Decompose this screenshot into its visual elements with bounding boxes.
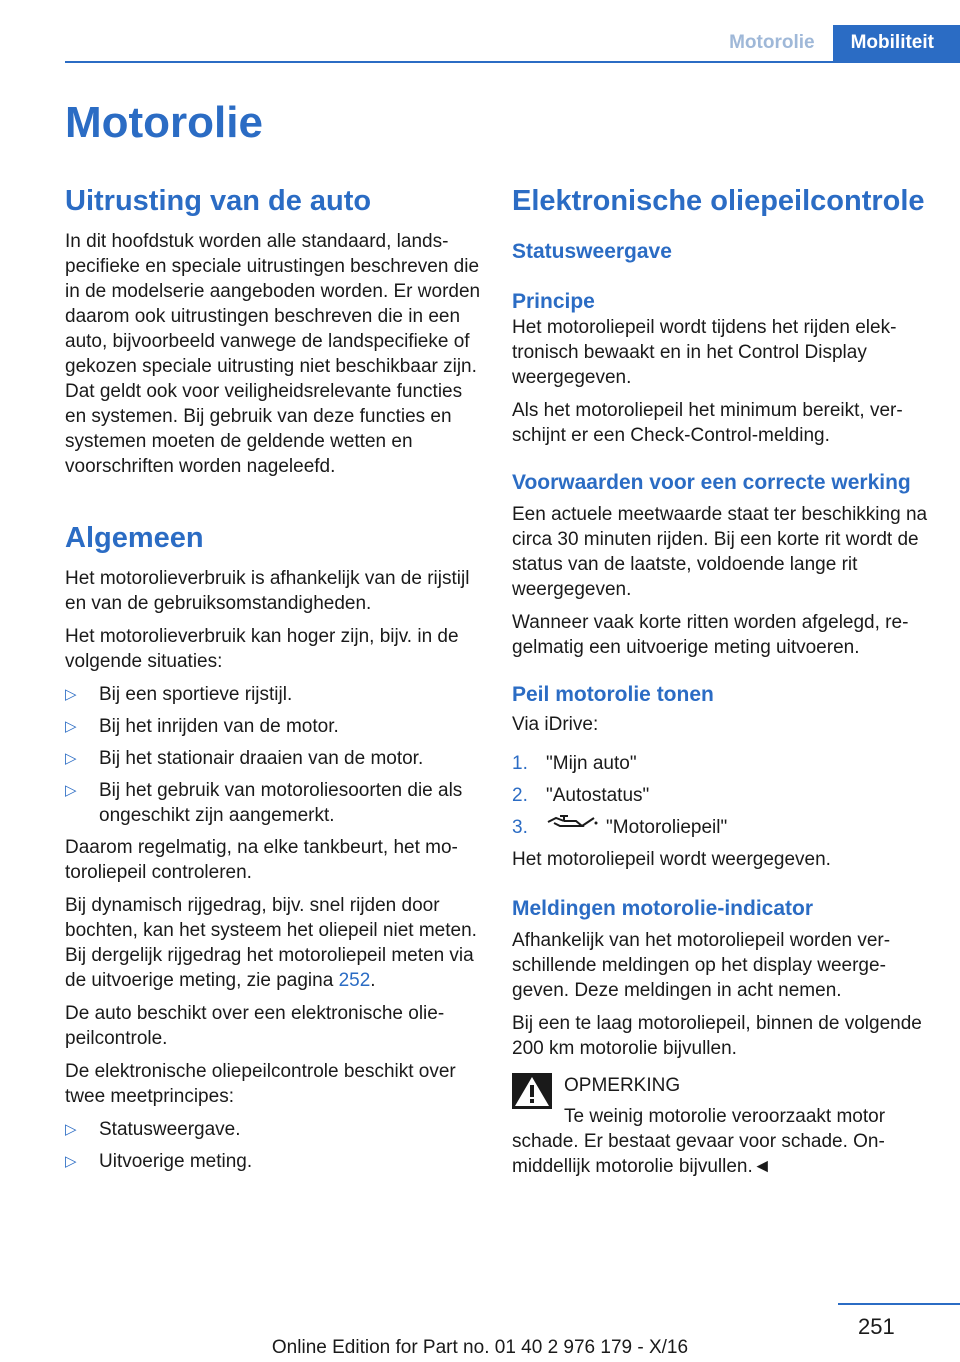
list-item: ▷ Uitvoerige meting. [65, 1151, 253, 1172]
heading-peil-tonen: Peil motorolie tonen [512, 683, 714, 706]
paragraph-principe: Het motoroliepeil wordt tijdens het rijden elektronisch bewaakt en in het Control Display weergegeven. [512, 317, 897, 388]
situations-list [65, 682, 483, 828]
paragraph-meetprincipes: De elektronische oliepeilcontrole beschikt over twee meetprincipes: [65, 1061, 456, 1107]
heading-meldingen: Meldingen motorolie-indicator [512, 897, 814, 920]
paragraph-uitrusting: In dit hoofdstuk worden alle standaard, landspecifieke en speciale uitrustingen beschreven die in de modelserie aangeboden worden. Er worden daarom ook uitrustingen beschreven die in een auto, bijvoorbeeld vanwege de landspecifieke of gekozen speciale uitrusting niet beschikbaar zijn. Dat geldt ook voor veiligheidsrelevante functies en systemen. Bij gebruik van deze functies en systemen moeten de geldende wetten en voorschriften worden nageleefd. [65, 231, 481, 477]
header-tabs [711, 25, 960, 61]
paragraph-weergegeven: Het motoroliepeil wordt weergegeven. [512, 849, 831, 870]
footer-edition: Online Edition for Part no. 01 40 2 976 179 - X/16 [271, 1337, 689, 1358]
left-column [65, 186, 483, 1181]
heading-uitrusting: Uitrusting van de auto [65, 185, 372, 217]
list-item: ▷ Bij het inrijden van de motor. [65, 716, 339, 737]
triangle-bullet-icon: ▷ [65, 782, 77, 799]
triangle-bullet-icon: ▷ [65, 718, 77, 735]
paragraph-meldingen: Afhankelijk van het motoroliepeil worden verschillende meldingen op het display weergegeven. Deze meldingen in acht nemen. [512, 930, 891, 1001]
paragraph-korte-ritten: Wanneer vaak korte ritten worden afgelegd, regelmatig een uitvoerige meting uitvoeren. [512, 612, 909, 658]
list-item: ▷ Bij het stationair draaien van de motor. [65, 748, 424, 769]
tab-mobiliteit[interactable]: Mobiliteit [833, 25, 960, 61]
warning-box [512, 1073, 932, 1179]
paragraph-idrive: Via iDrive: [512, 714, 599, 735]
list-item: ▷ Statusweergave. [65, 1119, 241, 1140]
paragraph-meetwaarde: Een actuele meetwaarde staat ter beschikking na circa 30 minuten rijden. Bij een korte rit wordt de status van de laatste, voldoende lange rit weergegeven. [512, 504, 928, 600]
header-rule [65, 61, 960, 63]
paragraph-elektronisch: De auto beschikt over een elektronische oliepeilcontrole. [65, 1003, 445, 1049]
list-item: ▷ Bij een sportieve rijstijl. [65, 684, 293, 705]
paragraph-dynamisch: Bij dynamisch rijgedrag, bijv. snel rijden door bochten, kan het systeem het oliepeil niet meten. Bij dergelijk rijgedrag het motoroliepeil meten via de uitvoerige meting, zie pagina 252. [65, 895, 477, 991]
warning-line1: Te weinig motorolie veroorzaakt motor [564, 1106, 886, 1127]
warning-triangle-icon [512, 1073, 552, 1107]
idrive-steps [512, 751, 932, 840]
paragraph-situaties: Het motorolieverbruik kan hoger zijn, bijv. in de volgende situaties: [65, 626, 459, 672]
heading-algemeen: Algemeen [65, 522, 204, 554]
warning-title: OPMERKING [564, 1075, 681, 1096]
list-item: ▷ Bij het gebruik van motoroliesoorten die als ongeschikt zijn aangemerkt. [65, 780, 463, 826]
tab-motorolie[interactable]: Motorolie [711, 25, 833, 61]
page-number: 251 [858, 1314, 895, 1339]
oil-can-icon [546, 812, 598, 839]
paragraph-controleren: Daarom regelmatig, na elke tankbeurt, het motoroliepeil controleren. [65, 837, 458, 883]
triangle-bullet-icon: ▷ [65, 686, 77, 703]
page-link-252[interactable]: 252 [338, 970, 371, 991]
page-title: Motorolie [65, 98, 263, 147]
list-item: 3. "Motoroliepeil" [512, 815, 932, 840]
heading-statusweergave: Statusweergave [512, 240, 672, 263]
principles-list [65, 1117, 483, 1174]
paragraph-check-control: Als het motoroliepeil het minimum bereikt, verschijnt er een Check-Control-melding. [512, 400, 903, 446]
warning-text: schade. Er bestaat gevaar voor schade. Onmiddellijk motorolie bijvullen.◄ [512, 1131, 885, 1177]
list-item: 2. "Autostatus" [512, 785, 650, 806]
right-column [512, 186, 932, 1179]
paragraph-bijvullen: Bij een te laag motoroliepeil, binnen de volgende 200 km motorolie bijvullen. [512, 1013, 922, 1059]
footer-rule [838, 1303, 960, 1305]
triangle-bullet-icon: ▷ [65, 1121, 77, 1138]
heading-voorwaarden: Voorwaarden voor een correcte werking [512, 471, 911, 494]
triangle-bullet-icon: ▷ [65, 750, 77, 767]
triangle-bullet-icon: ▷ [65, 1153, 77, 1170]
paragraph-verbruik: Het motorolieverbruik is afhankelijk van de rijstijl en van de gebruiksomstandigheden. [65, 568, 470, 614]
heading-elektronische-oliepeilcontrole: Elektronische oliepeilcontrole [512, 185, 925, 217]
heading-principe: Principe [512, 290, 595, 313]
list-item: 1. "Mijn auto" [512, 753, 637, 774]
